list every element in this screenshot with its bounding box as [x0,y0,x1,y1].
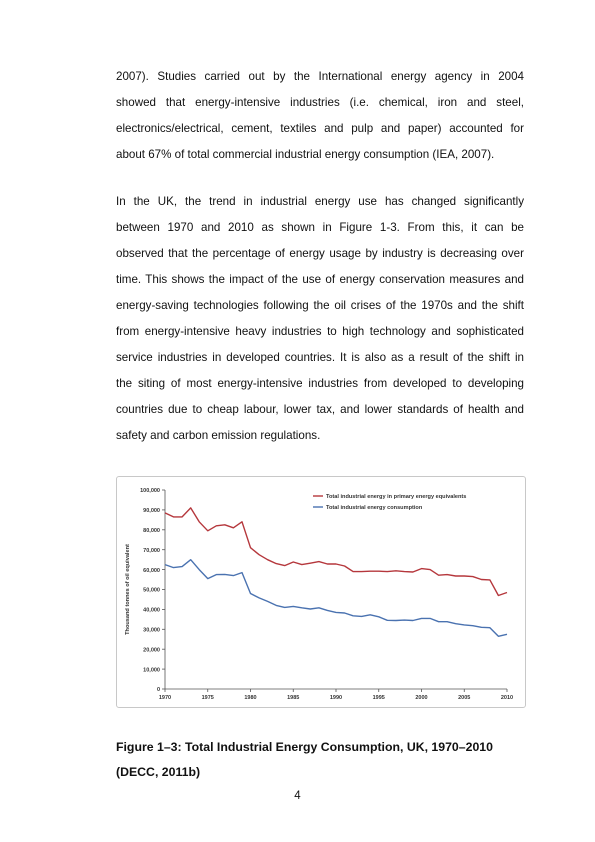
series-line-1 [165,508,507,596]
x-tick-label: 1975 [201,695,214,701]
y-tick-label: 20,000 [143,647,160,654]
y-tick-label: 70,000 [143,547,160,554]
paragraph-line: safety and carbon emission regulations. [116,429,321,442]
figure-caption-line-2: (DECC, 2011b) [116,765,201,779]
y-tick-label: 80,000 [143,528,160,534]
x-tick-label: 2010 [500,695,514,701]
x-tick-label: 1970 [158,695,172,701]
paragraph-line: about 67% of total commercial industrial energy consumption (IEA, 2007). [116,148,495,161]
paragraph-line: from energy-intensive heavy industries to high technology and sophisticated [116,325,524,338]
y-axis-label: Thousand tonnes of oil equivalent [125,544,131,635]
x-tick-label: 2000 [415,695,428,701]
paragraph-line: energy-saving technologies following the oil crises of the 1970s and the shift [116,299,524,312]
figure-caption [116,735,536,785]
paragraph-line: electronics/electrical, cement, textiles and pulp and paper) accounted for [116,122,524,135]
y-tick-label: 90,000 [143,508,160,515]
x-tick-label: 1980 [244,695,257,701]
y-tick-label: 30,000 [143,627,160,634]
paragraph-1 [116,64,524,168]
paragraph-line: showed that energy-intensive industries (i.e. chemical, iron and steel, [116,96,524,109]
paragraph-line: service industries in developed countries. It is also as a result of the shift in [116,351,524,364]
paragraph-line: observed that the percentage of energy usage by industry is decreasing over [116,247,524,260]
paragraph-2 [116,189,524,449]
paragraph-line: In the UK, the trend in industrial energy use has changed significantly [116,195,524,208]
y-tick-label: 40,000 [143,607,160,614]
paragraph-line: countries due to cheap labour, lower tax, and lower standards of health and [116,403,524,416]
paragraph-line: the siting of most energy-intensive industries from developed to developing [116,377,524,390]
y-tick-label: 10,000 [143,667,160,674]
paragraph-line: 2007). Studies carried out by the International energy agency in 2004 [116,70,524,83]
x-tick-label: 1990 [329,695,343,701]
y-tick-label: 60,000 [143,567,160,574]
paragraph-line: time. This shows the impact of the use of energy conservation measures and [116,273,524,286]
x-tick-label: 2005 [458,695,471,701]
legend-label-2: Total industrial energy consumption [326,505,423,511]
x-tick-label: 1985 [287,695,300,701]
series-line-2 [165,560,507,637]
energy-line-chart [116,476,526,708]
paragraph-line: between 1970 and 2010 as shown in Figure 1-3. From this, it can be [116,221,524,234]
page-number: 4 [294,790,301,802]
chart-svg [117,477,525,707]
y-tick-label: 0 [156,687,160,694]
x-tick-label: 1995 [372,695,385,701]
legend-label-1: Total industrial energy in primary energy equivalents [326,494,467,500]
figure-caption-line-1: Figure 1–3: Total Industrial Energy Consumption, UK, 1970–2010 [116,740,493,754]
y-tick-label: 100,000 [140,488,160,495]
y-tick-label: 50,000 [143,587,160,594]
